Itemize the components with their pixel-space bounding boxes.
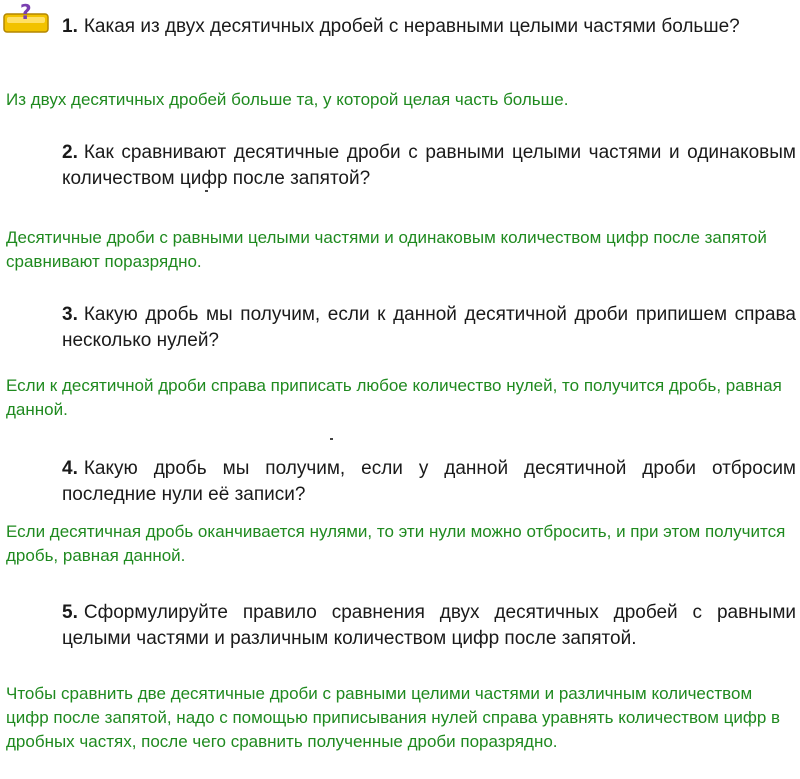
answer-2: Десятичные дроби с равными целыми частями и одинаковым количеством цифр после запятой сравнивают поразрядно. <box>6 228 767 271</box>
question-1 <box>62 14 796 40</box>
question-text: Какую дробь мы получим, если к данной десятичной дроби припишем справа несколько нулей? <box>62 304 796 351</box>
question-text: Какую дробь мы получим, если у данной десятичной дроби отбросим последние нули её записи? <box>62 458 796 505</box>
answer-3: Если к десятичной дроби справа приписать любое количество нулей, то получится дробь, равная данной. <box>6 376 782 419</box>
question-5 <box>62 600 796 652</box>
question-number: 3. <box>62 304 78 325</box>
scan-speck <box>330 438 333 440</box>
answer-5: Чтобы сравнить две десятичные дроби с равными целими частями и различным количеством цифр после запятой, надо с помощью приписывания нулей справа уравнять количеством цифр в дробных частях, после чего сравнить полученные дроби поразрядно. <box>6 684 781 751</box>
question-text: Как сравнивают десятичные дроби с равными целыми частями и одинаковым количеством цифр после запятой? <box>62 142 796 189</box>
question-text: Какая из двух десятичных дробей с неравными целыми частями больше? <box>83 16 740 37</box>
answer-1: Из двух десятичных дробей больше та, у которой целая часть больше. <box>6 90 569 109</box>
question-text: Сформулируйте правило сравнения двух десятичных дробей с равными целыми частями и различным количеством цифр после запятой. <box>62 602 796 649</box>
scan-speck <box>205 190 208 192</box>
question-number: 2. <box>62 142 78 163</box>
question-4 <box>62 456 796 508</box>
question-2 <box>62 140 796 192</box>
question-number: 1. <box>62 16 78 37</box>
question-number: 5. <box>62 602 78 623</box>
svg-text:?: ? <box>20 2 32 24</box>
question-number: 4. <box>62 458 78 479</box>
question-box-icon <box>2 2 52 36</box>
answer-4: Если десятичная дробь оканчивается нулями, то эти нули можно отбросить, и при этом получится дробь, равная данной. <box>6 522 786 565</box>
question-3 <box>62 302 796 354</box>
